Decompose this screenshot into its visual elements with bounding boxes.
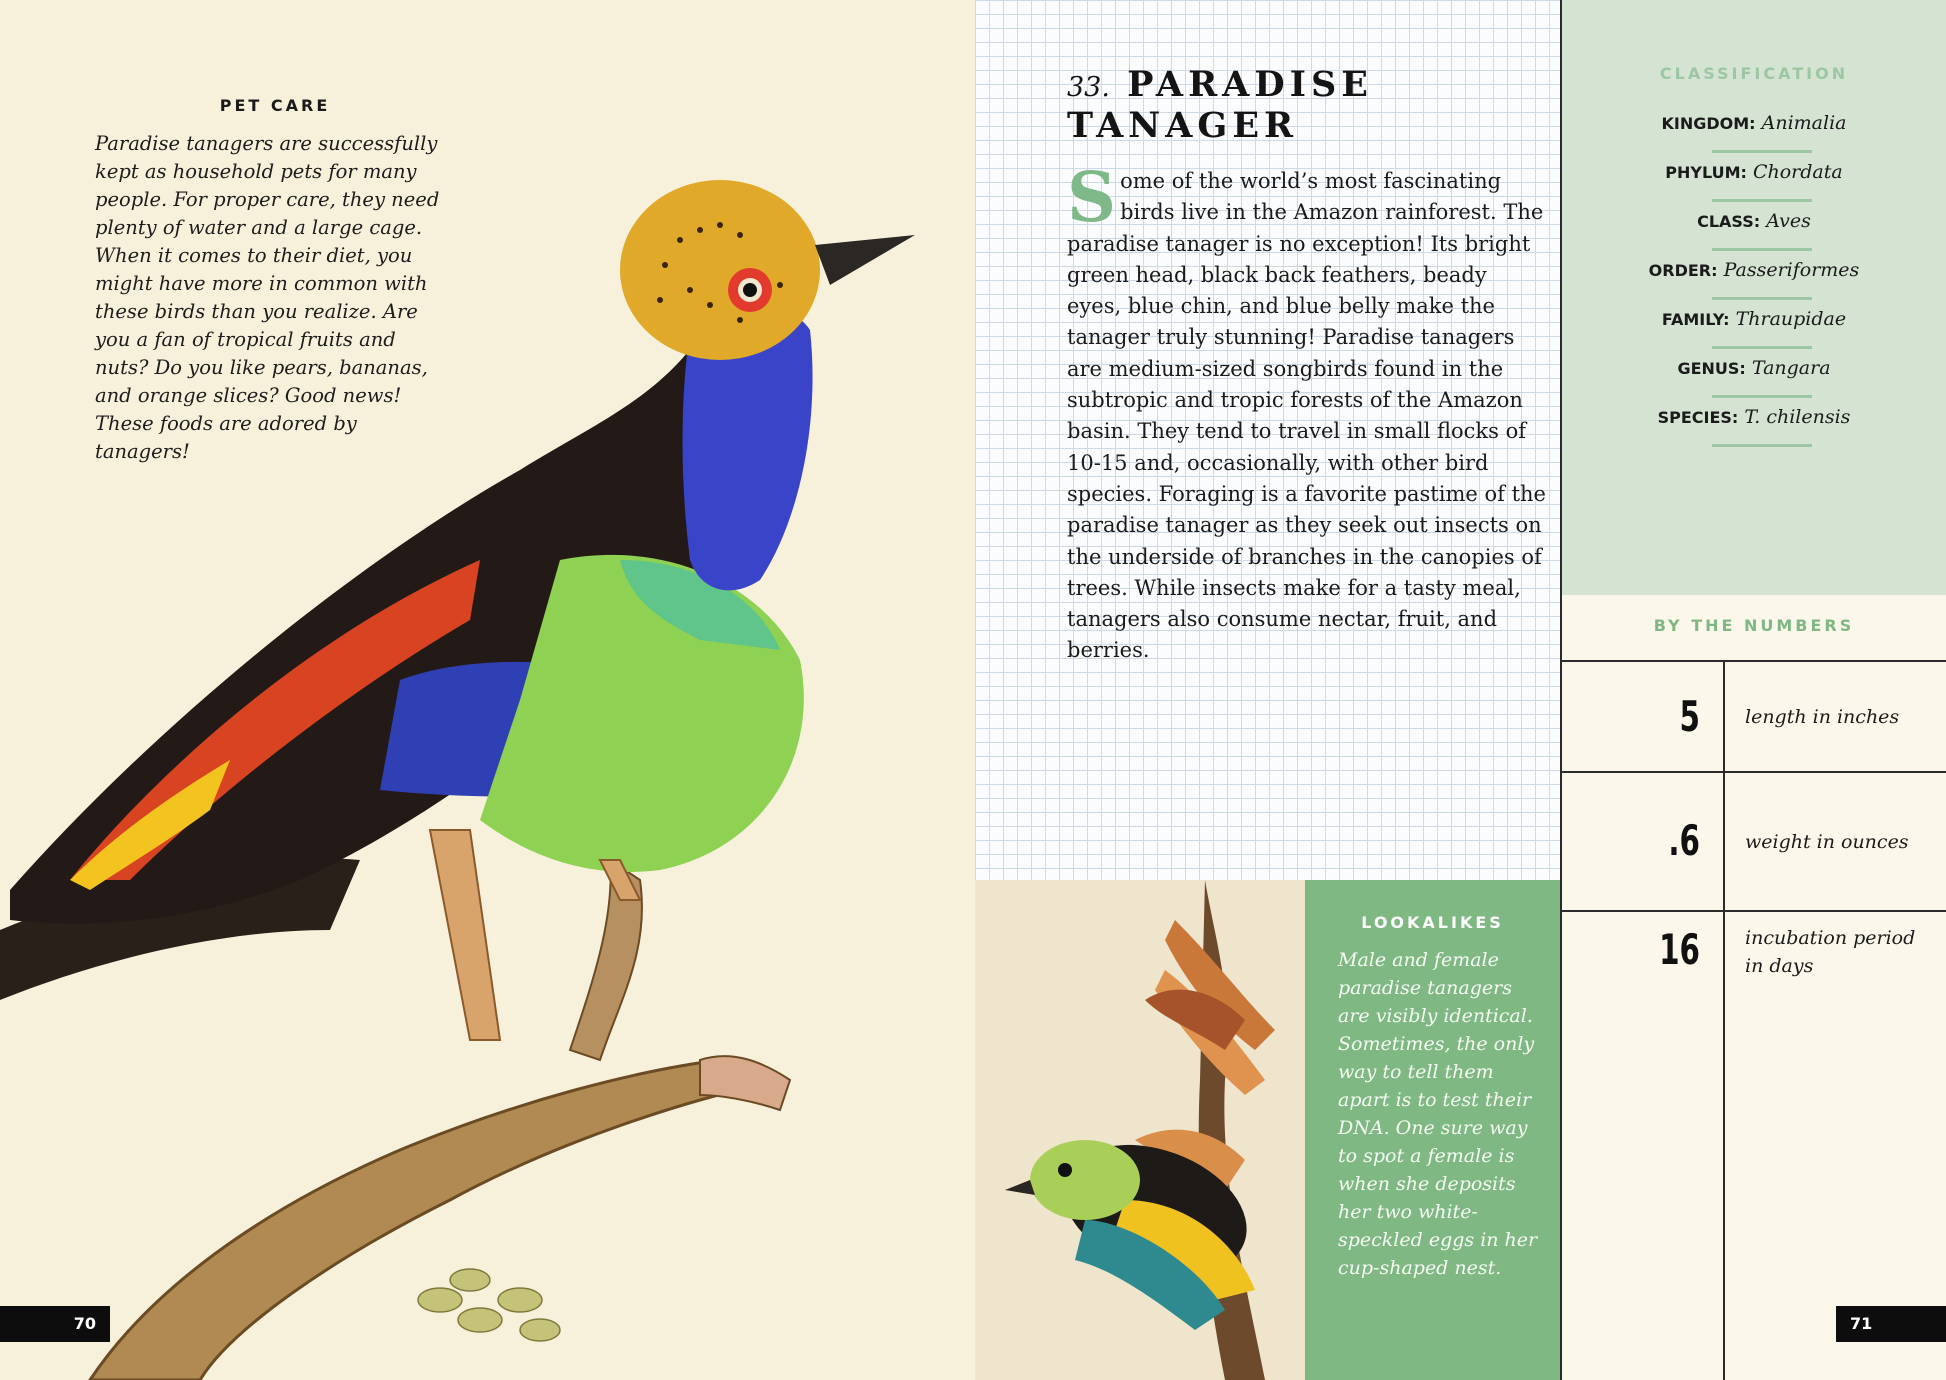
classification-row-genus xyxy=(1562,357,1946,379)
rank-label: KINGDOM: xyxy=(1661,114,1756,133)
pet-care-text: Paradise tanagers are successfully kept as household pets for many people. For proper care, they need plenty of water and a large cage. When it comes to their diet, you might have more in common with these birds than you realize. Are you a fan of tropical fruits and nuts? Do you like pears, bananas, and orange slices? Good news! These foods are adored by tanagers! xyxy=(95,132,440,463)
rank-value: Aves xyxy=(1766,210,1811,232)
branch xyxy=(90,1060,760,1380)
rank-value: Animalia xyxy=(1761,112,1847,134)
rank-value: T. chilensis xyxy=(1744,406,1851,428)
sidebar xyxy=(1560,0,1946,1380)
stat-label: weight in ounces xyxy=(1745,831,1909,853)
lookalikes-box xyxy=(1305,880,1560,1380)
separator xyxy=(1712,346,1812,349)
lookalikes-title: LOOKALIKES xyxy=(1361,913,1504,932)
numbers-divider xyxy=(1562,771,1946,773)
classification-row-family xyxy=(1562,308,1946,330)
separator xyxy=(1712,444,1812,447)
numbers-vertical-divider xyxy=(1723,662,1725,1380)
rank-label: CLASS: xyxy=(1697,212,1761,231)
separator xyxy=(1712,297,1812,300)
rank-label: PHYLUM: xyxy=(1665,163,1747,182)
classification-row-species xyxy=(1562,406,1946,428)
lookalikes-image xyxy=(975,880,1305,1380)
classification-box xyxy=(1562,0,1946,595)
page-number-right xyxy=(1836,1306,1946,1342)
separator xyxy=(1712,248,1812,251)
rank-label: GENUS: xyxy=(1677,359,1746,378)
stat-value: .6 xyxy=(1668,816,1700,865)
stat-label: length in inches xyxy=(1745,706,1900,728)
separator xyxy=(1712,150,1812,153)
rank-value: Thraupidae xyxy=(1735,308,1847,330)
numbers-divider xyxy=(1562,910,1946,912)
article-title xyxy=(1067,66,1547,145)
page-number-right-label: 71 xyxy=(1850,1314,1873,1333)
rank-value: Tangara xyxy=(1751,357,1831,379)
numbers-title: BY THE NUMBERS xyxy=(1653,616,1855,635)
lookalikes-text: Male and female paradise tanagers are visibly identical. Sometimes, the only way to tell them apart is to test their DNA. One sure way to spot a female is when she deposits her two white-speckled eggs in her cup-shaped nest. xyxy=(1338,949,1538,1279)
classification-row-phylum xyxy=(1562,161,1946,183)
page-number-left xyxy=(0,1306,110,1342)
article-body-text: ome of the world’s most fascinating birds live in the Amazon rainforest. The paradise tanager is no exception! Its bright green head, black back feathers, beady eyes, blue chin, and blue belly make the tanager truly stunning! Paradise tanagers are medium-sized songbirds found in the subtropic and tropic forests of the Amazon basin. They tend to travel in small flocks of 10-15 and, occasionally, with other bird species. Foraging is a favorite pastime of the paradise tanager as they seek out insects on the underside of branches in the canopies of trees. While insects make for a tasty meal, tanagers also consume nectar, fruit, and berries. xyxy=(1067,169,1546,663)
classification-title: CLASSIFICATION xyxy=(1659,64,1849,83)
article-body xyxy=(1067,158,1547,667)
article-title-text: PARADISE TANAGER xyxy=(1067,64,1373,146)
stat-label: incubation period in days xyxy=(1745,927,1916,977)
numbers-divider xyxy=(1562,660,1946,662)
tanager-on-branch-illustration xyxy=(975,880,1305,1380)
separator xyxy=(1712,395,1812,398)
stat-value: 16 xyxy=(1659,925,1700,974)
pet-care-title: PET CARE xyxy=(219,96,331,115)
rank-label: FAMILY: xyxy=(1661,310,1730,329)
rank-label: ORDER: xyxy=(1648,261,1718,280)
classification-row-order xyxy=(1562,259,1946,281)
classification-row-kingdom xyxy=(1562,112,1946,134)
dropcap: S xyxy=(1067,158,1117,238)
stat-value: 5 xyxy=(1679,692,1700,741)
classification-row-class xyxy=(1562,210,1946,232)
article-number: 33. xyxy=(1067,72,1110,103)
rank-value: Passeriformes xyxy=(1723,259,1860,281)
rank-value: Chordata xyxy=(1752,161,1843,183)
rank-label: SPECIES: xyxy=(1657,408,1739,427)
separator xyxy=(1712,199,1812,202)
page-number-left-label: 70 xyxy=(73,1314,96,1333)
